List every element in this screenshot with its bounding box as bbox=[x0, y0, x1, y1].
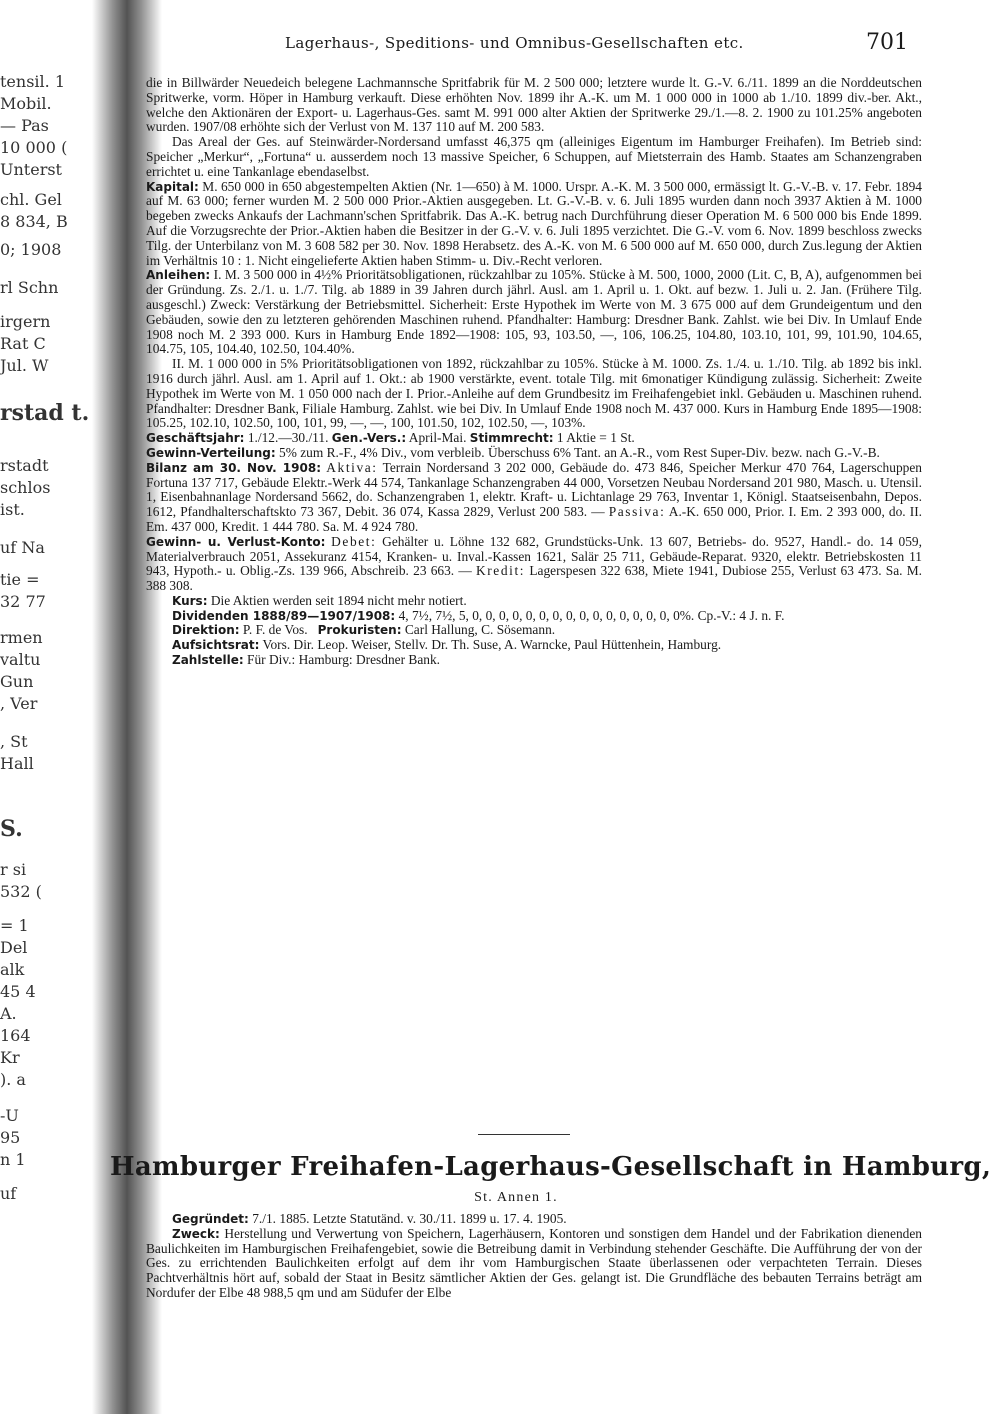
left-page-line: n 1 bbox=[0, 1150, 26, 1169]
text-zahlstelle: Für Div.: Hamburg: Dresdner Bank. bbox=[247, 652, 441, 668]
paragraph-direktion bbox=[146, 623, 922, 638]
left-page-line: Hall bbox=[0, 754, 34, 773]
left-page-line: Jul. W bbox=[0, 356, 49, 375]
left-page-line: Gun bbox=[0, 672, 34, 691]
text-aufsichtsrat: Vors. Dir. Leop. Weiser, Stellv. Dr. Th. Suse, A. Warncke, Paul Hüttenhein, Hamburg. bbox=[262, 637, 722, 653]
paragraph-anleihen-1 bbox=[146, 268, 922, 357]
text-bilanz-1: Terrain Nordersand 3 202 000, Gebäude do. 473 846, Speicher Merkur 470 764, Lagerschuppen Fortuna 137 717, Gebäude Elektr.-Werk 44 574, Tankanlage Schanzengraben 44 000, Vorsetzen Neubau Nordersand 201 980, Masch. u. Utensil. 1, Eisenbahnanlage Nordersand 5662, do. Schanzengraben 1, elektr. Kraft- u. Lichtanlage 29 763, Inventar 1, Königl. Staatseisenbahn, Depos. 1612, Pfandhalterschaftskto 73 367, Debit. 36 074, Kassa 2829, Verlust 200 583. — bbox=[146, 459, 922, 520]
left-page-line: Unterst bbox=[0, 160, 62, 179]
text-direktion: P. F. de Vos. bbox=[242, 622, 308, 638]
text-kurs: Die Aktien werden seit 1894 nicht mehr notiert. bbox=[210, 592, 467, 608]
label-gen-vers: Gen.-Vers.: bbox=[331, 431, 407, 446]
left-page-line: 32 77 bbox=[0, 592, 46, 611]
left-page-line: 95 bbox=[0, 1128, 21, 1147]
left-page-line: chl. Gel bbox=[0, 190, 62, 209]
section-divider bbox=[478, 1134, 570, 1135]
text-guv-1: Gehälter u. Löhne 132 682, Grundstücks-Unk. 13 607, Betriebs- do. 9527, Handl.- do. 14 059, Materialverbrauch 2051, Assekuranz 4154, Kranken- u. Inval.-Kassen 1621, Salär 25 711, Gebäude-Reparat. 9320, elektr. Betriebskosten 11 943, Hypoth.- u. Oblig.-Zs. 139 966, Abschreib. 23 663. — bbox=[146, 533, 922, 579]
text-guv-2: Lagerspesen 322 638, Miete 1941, Dubiose 255, Verlust 63 473. Sa. M. 388 308. bbox=[146, 563, 922, 594]
label-dividenden: Dividenden 1888/89—1907/1908: bbox=[172, 608, 396, 623]
page-number: 701 bbox=[866, 30, 908, 55]
label-geschaeftsjahr: Geschäftsjahr: bbox=[146, 431, 245, 446]
left-page-line: alk bbox=[0, 960, 25, 979]
left-page-line: 10 000 ( bbox=[0, 138, 68, 157]
left-page-line: S. bbox=[0, 816, 23, 842]
left-page-line: 532 ( bbox=[0, 882, 42, 901]
word-passiva: Passiva: bbox=[608, 504, 666, 520]
left-page-line: rstad t. bbox=[0, 400, 90, 426]
text-gewinn: 5% zum R.-F., 4% Div., vom verbleib. Überschuss 6% Tant. an A.-R., vom Rest Super-Div. bezw. nach G.-V.-B. bbox=[279, 444, 880, 460]
left-page-line: tie = bbox=[0, 570, 40, 589]
text-prokuristen: Carl Hallung, C. Sösemann. bbox=[404, 622, 556, 638]
left-page-line: uf bbox=[0, 1184, 17, 1203]
left-page-line: rmen bbox=[0, 628, 43, 647]
company-title: Hamburger Freihafen-Lagerhaus-Gesellschaft in Hamburg, bbox=[110, 1152, 992, 1182]
text-stimmrecht: 1 Aktie = 1 St. bbox=[556, 430, 635, 446]
left-page-line: valtu bbox=[0, 650, 41, 669]
left-page-line: Mobil. bbox=[0, 94, 52, 113]
label-guv: Gewinn- u. Verlust-Konto: bbox=[146, 534, 326, 549]
left-page-line: uf Na bbox=[0, 538, 45, 557]
paragraph-geschaeftsjahr bbox=[146, 431, 922, 446]
text-zweck: Herstellung und Verwertung von Speichern, Lagerhäusern, Kontoren und sonstigen dem Handel und der Fabrikation dienenden Baulichkeiten im Hamburgischen Freihafengebiet, sowie die Betreibung damit in Verbindung stehender Geschäfte. Die Aufführung der von der Ges. zu errichtenden Baulichkeiten erfolgt auf dem ihr vom Hamburgischen Staate überlassenen oder verpachteten Terrain. Dieses Pachtverhältnis hört auf, sobald der Staat in Besitz sämtlicher Aktien der Ges. gelangt ist. Die Grundfläche des bebauten Terrains beträgt am Nordufer der Elbe 48 988,5 qm und am Südufer der Elbe bbox=[146, 1225, 922, 1300]
left-page-line: , St bbox=[0, 732, 28, 751]
paragraph-gewinn bbox=[146, 446, 922, 461]
paragraph-zweck bbox=[146, 1227, 922, 1301]
paragraph-dividenden bbox=[146, 609, 922, 624]
running-head: Lagerhaus-, Speditions- und Omnibus-Gesellschaften etc. bbox=[285, 34, 744, 52]
left-page-line: Rat C bbox=[0, 334, 46, 353]
word-debet: Debet: bbox=[331, 533, 377, 549]
text-geschaeftsjahr: 1./12.—30./11. bbox=[247, 430, 329, 446]
left-page-line: , Ver bbox=[0, 694, 38, 713]
left-page-line: = 1 bbox=[0, 916, 29, 935]
paragraph-zahlstelle bbox=[146, 653, 922, 668]
left-page-line: — Pas bbox=[0, 116, 49, 135]
label-kapital: Kapital: bbox=[146, 179, 199, 194]
left-page-line: 45 4 bbox=[0, 982, 36, 1001]
label-direktion: Direktion: bbox=[172, 623, 240, 638]
left-page-line: 0; 1908 bbox=[0, 240, 62, 259]
left-page-line: rstadt bbox=[0, 456, 49, 475]
word-aktiva: Aktiva: bbox=[326, 459, 378, 475]
left-page-line: Del bbox=[0, 938, 28, 957]
label-kurs: Kurs: bbox=[172, 593, 208, 608]
left-page-line: A. bbox=[0, 1004, 17, 1023]
company-address: St. Annen 1. bbox=[474, 1190, 558, 1205]
label-gegruendet: Gegründet: bbox=[172, 1212, 249, 1226]
left-page-line: tensil. 1 bbox=[0, 72, 65, 91]
label-bilanz: Bilanz am 30. Nov. 1908: bbox=[146, 460, 322, 475]
text-anleihen-1: I. M. 3 500 000 in 4½% Prioritätsobligationen, rückzahlbar zu 105%. Stücke à M. 500, 1000, 2000 (Lit. C, B, A), aufgenommen bei der Gründung. Zs. 2./1. u. 1./7. Tilg. ab 1889 in 39 Jahren durch jährl. Ausl. am 1. April u. 1. Okt. auf bezw. 1. Juli u. 2. Jan. (Frühere Tilg. ausgeschl.) Zweck: Verstärkung der Betriebsmittel. Sicherheit: Erste Hypothek im Werte von M. 3 675 000 auf dem Grundeigentum und den Gebäuden, sowie den zu letzteren gehörenden Maschinen ruhend. Pfandhalter: Hamburg: Dresdner Bank. Zahlst. wie bei Div. In Umlauf Ende 1908 noch M. 2 393 000. Kurs in Hamburg Ende 1892—1908: 105, 93, 103.50, —, 106, 106.25, 104.80, 103.10, 101, 99, 101.90, 104.65, 104.75, 105, 104.40, 102.50, 104.40%. bbox=[146, 267, 922, 357]
paragraph-kurs bbox=[146, 594, 922, 609]
word-kredit: Kredit: bbox=[475, 563, 526, 579]
label-anleihen: Anleihen: bbox=[146, 268, 211, 283]
left-page-line: schlos bbox=[0, 478, 51, 497]
left-page-line: Kr bbox=[0, 1048, 20, 1067]
left-page-line: ). a bbox=[0, 1070, 26, 1089]
paragraph-kapital bbox=[146, 180, 922, 269]
text-gegruendet: 7./1. 1885. Letzte Statutänd. v. 30./11. 1899 u. 17. 4. 1905. bbox=[252, 1211, 567, 1226]
left-page-line: 8 834, B bbox=[0, 212, 68, 231]
left-page-line: rl Schn bbox=[0, 278, 59, 297]
label-prokuristen: Prokuristen: bbox=[317, 623, 402, 638]
text-bilanz-2: A.-K. 650 000, Prior. I. Em. 2 393 000, do. II. Em. 437 000, Kredit. 1 444 780. Sa. M. 4 924 780. bbox=[146, 504, 923, 534]
label-aufsichtsrat: Aufsichtsrat: bbox=[172, 638, 260, 653]
paragraph-anleihen-2: II. M. 1 000 000 in 5% Prioritätsobligationen von 1892, rückzahlbar zu 105%. Stücke à M. 1000. Zs. 1./4. u. 1./10. Tilg. ab 1892 bis inkl. 1916 durch jährl. Ausl. am 1. April auf 1. Okt.: ab 1900 verstärkte, event. totale Tilg. mit 6monatiger Kündigung zulässig. Sicherheit: Zweite Hypothek im Werte von M. 1 050 000 nach der I. Prior.-Anleihe auf dem Grundbesitz im Freihafengebiet inkl. Gebäuden u. Maschinen ruhend. Pfandhalter: Dresdner Bank, Filiale Hamburg. Zahlst. wie bei Div. In Umlauf Ende 1908 noch M. 437 000. Kurs in Hamburg Ende 1895—1908: 105.25, 102.10, 102.50, 100, 101, 99, —, —, 100, 101.50, 102, 102.50, —, 103%. bbox=[146, 356, 922, 431]
left-page-line: ist. bbox=[0, 500, 25, 519]
left-page-line: irgern bbox=[0, 312, 51, 331]
left-page-line: r si bbox=[0, 860, 27, 879]
paragraph-bilanz bbox=[146, 461, 922, 535]
paragraph-aufsichtsrat bbox=[146, 638, 922, 653]
text-kapital: M. 650 000 in 650 abgestempelten Aktien (Nr. 1—650) à M. 1000. Urspr. A.-K. M. 3 500 000, ermässigt lt. G.-V.-B. v. 17. Febr. 1894 auf M. 63 000; ferner wurden M. 2 500 000 Prior.-Aktien ausgegeben. Lt. G.-V.-B. v. 6. Juli 1895 wurden dann noch 3937 Aktien à M. 1000 begeben zwecks Ankaufs der Lachmann'schen Spritfabrik. Das A.-K. betrug nach Durchführung dieser Operation M. 6 500 000 bis Ende 1899. Auf die Vorzugsrechte der Prior.-Aktien haben die Besitzer in der G.-V. v. 6. Juli 1895 verzichtet. Die G.-V. vom 6. Nov. 1899 beschloss zwecks Tilg. der Unterbilanz von M. 3 608 582 per 30. Nov. 1898 Herabsetz. des A.-K. von M. 6 500 000 auf M. 650 000, durch Zus.legung der Aktien im Verhältnis 10 : 1. Nicht eingelieferte Aktien haben Stimm- u. Div.-Recht verloren. bbox=[146, 178, 922, 268]
left-page-fragment bbox=[0, 60, 96, 1414]
label-zweck: Zweck: bbox=[172, 1226, 220, 1241]
label-zahlstelle: Zahlstelle: bbox=[172, 653, 244, 668]
entry-new-company bbox=[146, 1212, 922, 1301]
label-stimmrecht: Stimmrecht: bbox=[469, 431, 554, 446]
entry-continuation bbox=[146, 76, 922, 668]
left-page-line: -U bbox=[0, 1106, 19, 1125]
text-gen-vers: April-Mai. bbox=[408, 430, 467, 446]
paragraph-intro: die in Billwärder Neuedeich belegene Lachmannsche Spritfabrik für M. 2 500 000; letztere wurde lt. G.-V. 6./11. 1899 an die Norddeutschen Spritwerke, vorm. Höper in Hamburg verkauft. Diese erhöhten Nov. 1899 ihr A.-K. um M. 1 000 000 in 1000 ab 1./10. 1899 div.-ber. Akt., welche den Aktionären der Export- u. Lagerhaus-Ges. samt M. 991 000 alter Aktien der Spritwerke 29./1.—8. 2. 1900 zu 101.25% angeboten wurden. 1907/08 erhöhte sich der Verlust von M. 137 110 auf M. 200 583. bbox=[146, 75, 922, 135]
label-gewinn: Gewinn-Verteilung: bbox=[146, 445, 276, 460]
paragraph-gegruendet bbox=[146, 1212, 922, 1227]
paragraph-guv bbox=[146, 535, 922, 594]
paragraph-areal: Das Areal der Ges. auf Steinwärder-Nordersand umfasst 46,375 qm (alleiniges Eigentum im Hamburger Freihafen). Im Betrieb sind: Speicher „Merkur“, „Fortuna“ u. ausserdem noch 13 massive Speicher, 6 Schuppen, auf Mietsterrain des Hamb. Staates am Schanzengraben errichtet u. eine Tankanlage ebendaselbst. bbox=[146, 134, 922, 179]
left-page-line: 164 bbox=[0, 1026, 31, 1045]
text-dividenden: 4, 7½, 7½, 5, 0, 0, 0, 0, 0, 0, 0, 0, 0, 0, 0, 0, 0, 0, 0, 0%. Cp.-V.: 4 J. n. F. bbox=[398, 607, 785, 623]
